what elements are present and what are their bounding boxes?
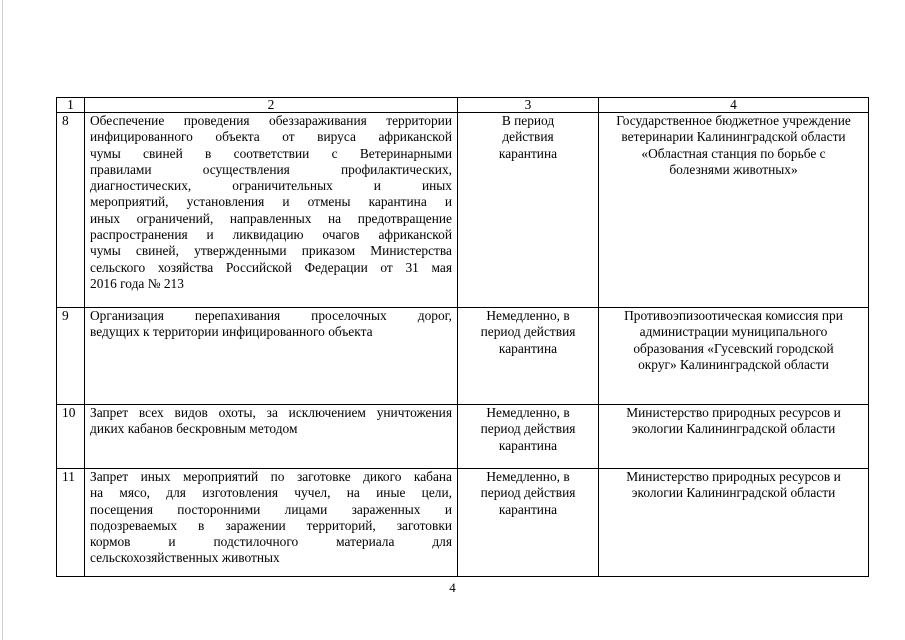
execution-term [458, 405, 599, 469]
description-line: сельского хозяйства Российской Федерации от 31 мая [90, 259, 452, 275]
description-line: иных ограничений, направленных на предотвращение [90, 210, 452, 226]
measure-description [85, 405, 458, 469]
execution-term [458, 113, 599, 308]
responsible-line: Государственное бюджетное учреждение [616, 113, 851, 128]
description-line: Запрет всех видов охоты, за исключением уничтожения [90, 405, 452, 420]
term-line: карантина [498, 501, 558, 517]
row-number: 9 [57, 308, 85, 405]
table-row [57, 469, 869, 577]
header-cell: 2 [85, 98, 458, 113]
description-line: диагностических, ограничительных и иных [90, 178, 452, 194]
term-line: период действия [480, 421, 576, 437]
description-line: распространения и ликвидацию очагов африканской [90, 227, 452, 243]
header-cell: 4 [599, 98, 869, 113]
description-line: чумы свиней в соответствии с Ветеринарными [90, 145, 452, 161]
responsible-line: округ» Калининградской области [638, 356, 829, 372]
responsible-line: «Областная станция по борьбе с [641, 145, 826, 161]
term-line: В период [501, 113, 555, 128]
measure-description [85, 113, 458, 308]
term-line: действия [502, 129, 554, 145]
responsible-line: болезнями животных» [669, 161, 798, 177]
responsible-line: образования «Гусевский городской [633, 340, 834, 356]
description-line: на мясо, для изготовления чучел, на иные цели, [90, 485, 452, 501]
description-line: мероприятий, установления и отмены карантина и [90, 194, 452, 210]
description-line: сельскохозяйственных животных [90, 550, 280, 566]
description-line: кормов и подстилочного материала для [90, 534, 452, 550]
responsible-party [599, 469, 869, 577]
description-line: 2016 года № 213 [90, 275, 184, 291]
description-line: правилами осуществления профилактических, [90, 161, 452, 177]
description-line: Организация перепахивания проселочных дорог, [90, 308, 452, 323]
row-number: 8 [57, 113, 85, 308]
responsible-line: администрации муниципального [639, 324, 828, 340]
scan-edge-line [2, 0, 3, 640]
term-line: Немедленно, в [486, 405, 570, 420]
term-line: карантина [498, 437, 558, 453]
header-cell: 1 [57, 98, 85, 113]
term-line: период действия [480, 485, 576, 501]
row-number: 10 [57, 405, 85, 469]
responsible-line: экологии Калининградской области [631, 485, 836, 501]
page-number: 4 [449, 580, 456, 595]
description-line: Запрет иных мероприятий по заготовке дикого кабана [90, 469, 452, 484]
description-line: ведущих к территории инфицированного объекта [90, 324, 373, 340]
description-line: посещения посторонними лицами зараженных и [90, 501, 452, 517]
responsible-party [599, 308, 869, 405]
term-line: Немедленно, в [486, 308, 570, 323]
table-row [57, 113, 869, 308]
description-line: чумы свиней, утвержденными приказом Министерства [90, 243, 452, 259]
table-row [57, 405, 869, 469]
responsible-line: экологии Калининградской области [631, 421, 836, 437]
description-line: диких кабанов бескровным методом [90, 421, 298, 437]
term-line: карантина [498, 145, 558, 161]
responsible-line: Министерство природных ресурсов и [626, 405, 841, 420]
responsible-party [599, 113, 869, 308]
measure-description [85, 308, 458, 405]
responsible-party [599, 405, 869, 469]
row-number: 11 [57, 469, 85, 577]
responsible-line: ветеринарии Калининградской области [621, 129, 846, 145]
description-line: инфицированного объекта от вируса африканской [90, 129, 452, 145]
description-line: Обеспечение проведения обеззараживания территории [90, 113, 452, 128]
header-cell: 3 [458, 98, 599, 113]
measure-description [85, 469, 458, 577]
measures-table [56, 97, 869, 577]
execution-term [458, 308, 599, 405]
table-row [57, 308, 869, 405]
execution-term [458, 469, 599, 577]
table-header-row [57, 98, 869, 113]
term-line: период действия [480, 324, 576, 340]
responsible-line: Министерство природных ресурсов и [626, 469, 841, 484]
term-line: Немедленно, в [486, 469, 570, 484]
term-line: карантина [498, 340, 558, 356]
responsible-line: Противоэпизоотическая комиссия при [624, 308, 843, 323]
description-line: подозреваемых в заражении территорий, заготовки [90, 517, 452, 533]
